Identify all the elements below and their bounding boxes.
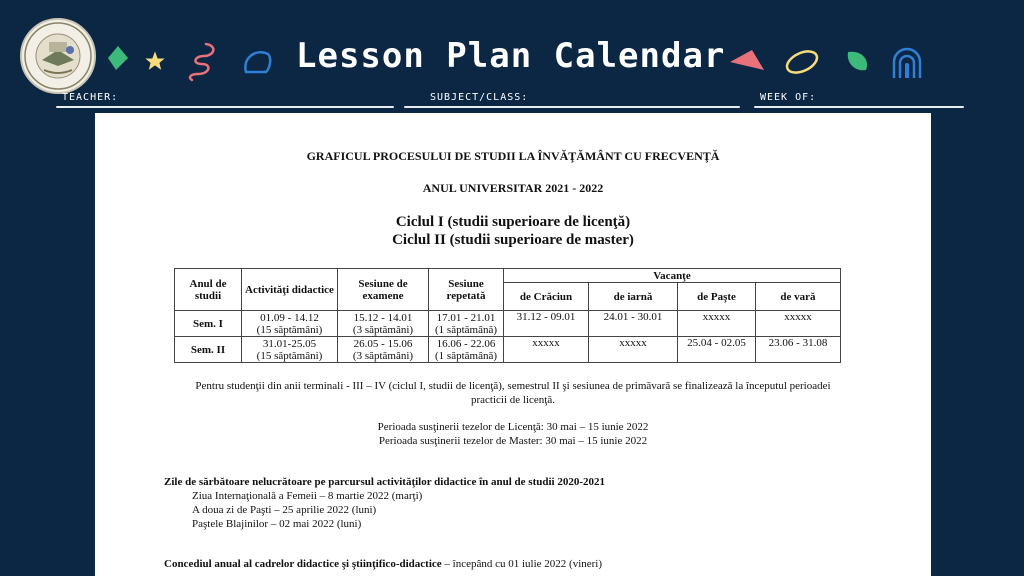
row-sem: Sem. II: [175, 337, 242, 363]
note-line-2: practicii de licenţă.: [471, 394, 555, 406]
yellow-ring-icon: [782, 46, 822, 78]
row-sem: Sem. I: [175, 311, 242, 337]
cell-repeat: 17.01 - 21.01 (1 săptămână): [429, 311, 504, 337]
green-leaf-icon: [842, 46, 872, 76]
header-exams: Sesiune de examene: [338, 269, 429, 311]
page-title: Lesson Plan Calendar: [296, 36, 726, 76]
cycle-2-heading: Ciclul II (studii superioare de master): [392, 232, 634, 248]
note-line-1: Pentru studenţii din anii terminali - III – IV (ciclul I, studii de licenţă), semestrul II şi sesiunea de primăvară se finalizează la începutul perioadei: [195, 380, 831, 392]
cell-christmas: xxxxx: [504, 337, 589, 363]
cell-repeat: 16.06 - 22.06 (1 săptămână): [429, 337, 504, 363]
cell-winter: 24.01 - 30.01: [589, 311, 678, 337]
cell-winter: xxxxx: [589, 337, 678, 363]
star-icon: [142, 48, 168, 74]
document-title: GRAFICUL PROCESULUI DE STUDII LA ÎNVĂŢĂMÂNT CU FRECVENŢĂ: [306, 149, 720, 163]
header-easter: de Paşte: [678, 283, 756, 311]
header-repeat: Sesiune repetată: [429, 269, 504, 311]
teacher-field[interactable]: [56, 106, 394, 108]
schedule-table: [174, 268, 841, 363]
header: [0, 0, 1024, 112]
cycle-1-heading: Ciclul I (studii superioare de licenţă): [395, 214, 631, 230]
week-field[interactable]: [754, 106, 964, 108]
subject-label: SUBJECT/CLASS:: [430, 92, 529, 103]
thesis-bachelor: Perioada susţinerii tezelor de Licenţă: 30 mai – 15 iunie 2022: [377, 421, 649, 433]
header-vacations: Vacanţe: [504, 269, 841, 283]
holiday-item: Paştele Blajinilor – 02 mai 2022 (luni): [192, 518, 362, 530]
squiggle-icon: [184, 40, 220, 82]
pink-triangle-icon: [728, 46, 768, 76]
teacher-label: TEACHER:: [62, 92, 119, 103]
blue-arch-icon: [890, 44, 924, 80]
annual-leave: Concediul anual al cadrelor didactice şi ştiinţifico-didactice – începând cu 01 iulie 2022 (vineri): [164, 558, 603, 570]
week-label: WEEK OF:: [760, 92, 817, 103]
blue-semicircle-icon: [240, 46, 274, 76]
header-fields: [0, 92, 1024, 112]
cell-easter: 25.04 - 02.05: [678, 337, 756, 363]
header-winter: de iarnă: [589, 283, 678, 311]
document-page: [95, 113, 931, 576]
cell-summer: 23.06 - 31.08: [756, 337, 841, 363]
cell-exams: 26.05 - 15.06 (3 săptămâni): [338, 337, 429, 363]
cell-activities: 31.01-25.05 (15 săptămâni): [242, 337, 338, 363]
header-year: Anul de studii: [175, 269, 242, 311]
holidays-title: Zile de sărbătoare nelucrătoare pe parcursul activităţilor didactice în anul de studii 2020-2021: [164, 476, 606, 488]
table-row: [175, 311, 841, 337]
table-row: [175, 337, 841, 363]
header-activities: Activităţi didactice: [242, 269, 338, 311]
subject-field[interactable]: [404, 106, 740, 108]
cell-exams: 15.12 - 14.01 (3 săptămâni): [338, 311, 429, 337]
thesis-master: Perioada susţinerii tezelor de Master: 30 mai – 15 iunie 2022: [378, 435, 648, 447]
cell-christmas: 31.12 - 09.01: [504, 311, 589, 337]
header-summer: de vară: [756, 283, 841, 311]
header-christmas: de Crăciun: [504, 283, 589, 311]
holiday-item: A doua zi de Paşti – 25 aprilie 2022 (luni): [192, 504, 377, 516]
cell-easter: xxxxx: [678, 311, 756, 337]
academic-year: ANUL UNIVERSITAR 2021 - 2022: [422, 181, 604, 195]
green-diamond-icon: [104, 44, 130, 72]
cell-activities: 01.09 - 14.12 (15 săptămâni): [242, 311, 338, 337]
university-logo: [20, 18, 96, 94]
cell-summer: xxxxx: [756, 311, 841, 337]
holiday-item: Ziua Internaţională a Femeii – 8 martie 2022 (marţi): [192, 490, 423, 502]
